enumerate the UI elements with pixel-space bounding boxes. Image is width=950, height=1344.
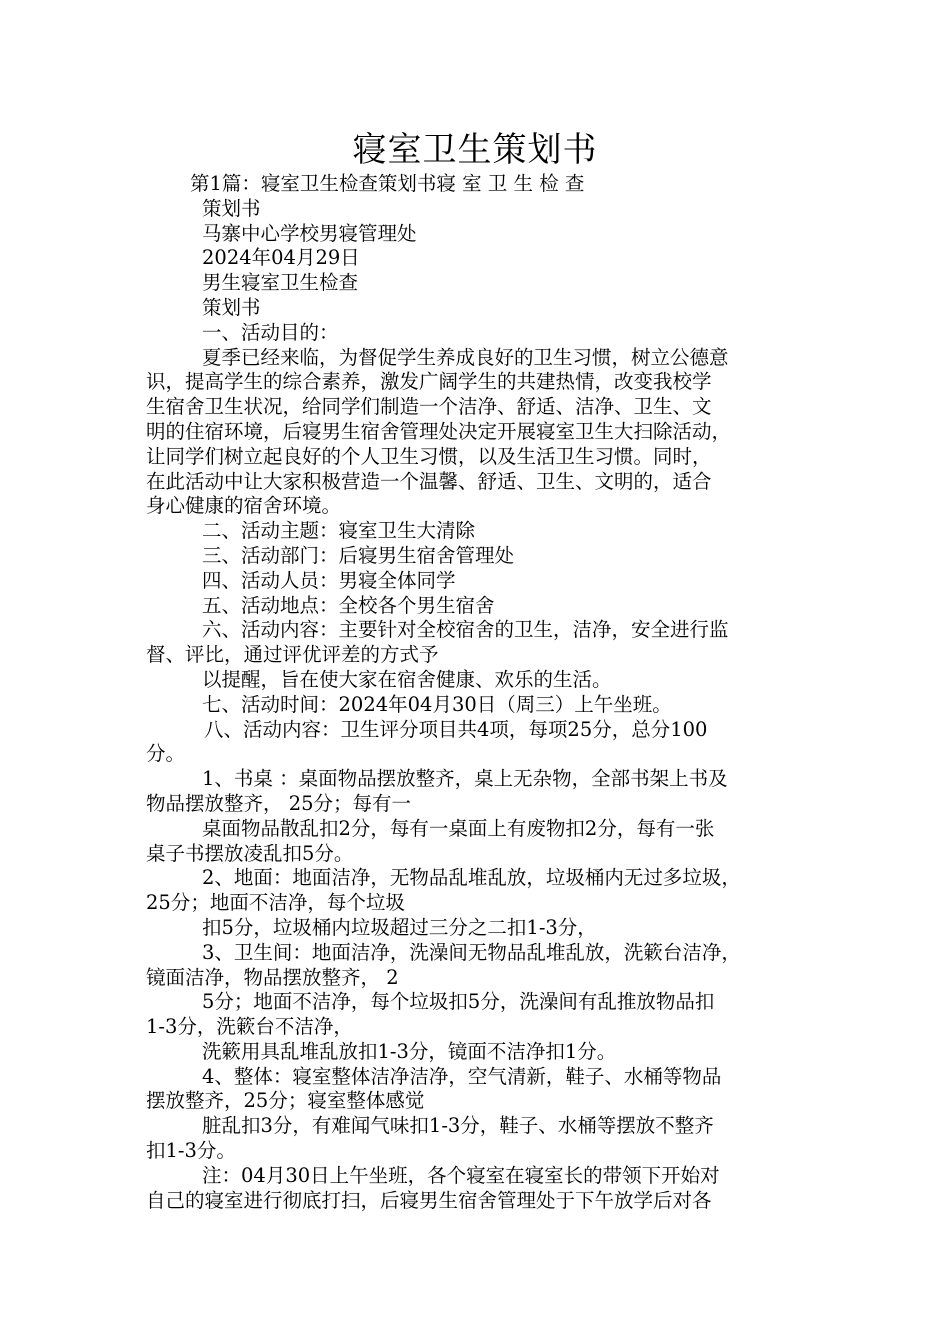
body-line: 马寨中心学校男寝管理处 [202,221,417,245]
body-line: 让同学们树立起良好的个人卫生习惯，以及生活卫生习惯。同时， [146,444,712,468]
body-line: 2024年04月29日 [202,246,360,270]
body-line: 一、活动目的： [202,320,339,344]
body-line: 洗簌用具乱堆乱放扣1-3分，镜面不洁净扣1分。 [202,1039,617,1063]
body-line: 三、活动部门：后寝男生宿舍管理处 [202,543,515,567]
body-line: 摆放整齐，25分；寝室整体感觉 [146,1089,425,1113]
body-line: 夏季已经来临，为督促学生养成良好的卫生习惯，树立公德意 [202,345,729,369]
body-line: 五、活动地点：全校各个男生宿舍 [202,593,495,617]
document-body [146,172,816,1213]
body-line: 二、活动主题：寝室卫生大清除 [202,519,476,543]
body-line: 镜面洁净，物品摆放整齐， 2 [146,965,399,989]
body-line: 督、评比，通过评优评差的方式予 [146,643,439,667]
body-line: 第1篇：寝室卫生检查策划书寝 室 卫 生 检 查 [190,172,585,195]
body-line: 物品摆放整齐， 25分；每有一 [146,791,412,815]
body-line: 4、整体：寝室整体洁净洁净，空气清新，鞋子、水桶等物品 [202,1064,722,1088]
body-line: 桌子书摆放凌乱扣5分。 [146,841,354,865]
body-line: 男生寝室卫生检查 [202,271,359,295]
body-line: 3、卫生间：地面洁净，洗澡间无物品乱堆乱放，洗簌台洁净， [202,940,741,964]
body-line: 分。 [146,742,186,766]
body-line: 1、书桌 ：桌面物品摆放整齐，桌上无杂物，全部书架上书及 [202,767,728,791]
body-line: 扣1-3分。 [146,1139,236,1163]
body-line: 以提醒，旨在使大家在宿舍健康、欢乐的生活。 [202,667,612,691]
body-line: 身心健康的宿舍环境。 [146,494,342,518]
body-line: 注：04月30日上午坐班，各个寝室在寝室长的带领下开始对 [202,1163,720,1187]
document-title: 寝室卫生策划书 [352,130,598,170]
body-line: 七、活动时间：2024年04月30日（周三）上午坐班。 [202,692,672,716]
body-line: 1-3分，洗簌台不洁净， [146,1015,353,1039]
body-line: 四、活动人员：男寝全体同学 [202,568,456,592]
body-line: 25分；地面不洁净，每个垃圾 [146,891,405,915]
body-line: 脏乱扣3分，有难闻气味扣1-3分，鞋子、水桶等摆放不整齐 [202,1114,714,1138]
body-line: 5分；地面不洁净，每个垃圾扣5分，洗澡间有乱推放物品扣 [202,990,715,1014]
body-line: 策划书 [202,295,261,319]
body-line: 明的住宿环境，后寝男生宿舍管理处决定开展寝室卫生大扫除活动， [146,419,732,443]
body-line: 生宿舍卫生状况，给同学们制造一个洁净、舒适、洁净、卫生、文 [146,395,712,419]
body-line: 桌面物品散乱扣2分，每有一桌面上有废物扣2分，每有一张 [202,816,715,840]
body-line: 扣5分，垃圾桶内垃圾超过三分之二扣1-3分， [202,915,597,939]
body-line: 2、地面：地面洁净，无物品乱堆乱放，垃圾桶内无过多垃圾， [202,866,741,890]
body-line: 策划书 [202,196,261,220]
body-line: 八、活动内容：卫生评分项目共4项，每项25分，总分100 [204,717,708,741]
body-line: 识，提高学生的综合素养，激发广阔学生的共建热情，改变我校学 [146,370,712,394]
body-line: 六、活动内容：主要针对全校宿舍的卫生，洁净，安全进行监 [202,618,729,642]
body-line: 在此活动中让大家积极营造一个温馨、舒适、卫生、文明的，适合 [146,469,712,493]
body-line: 自己的寝室进行彻底打扫，后寝男生宿舍管理处于下午放学后对各 [146,1188,712,1212]
